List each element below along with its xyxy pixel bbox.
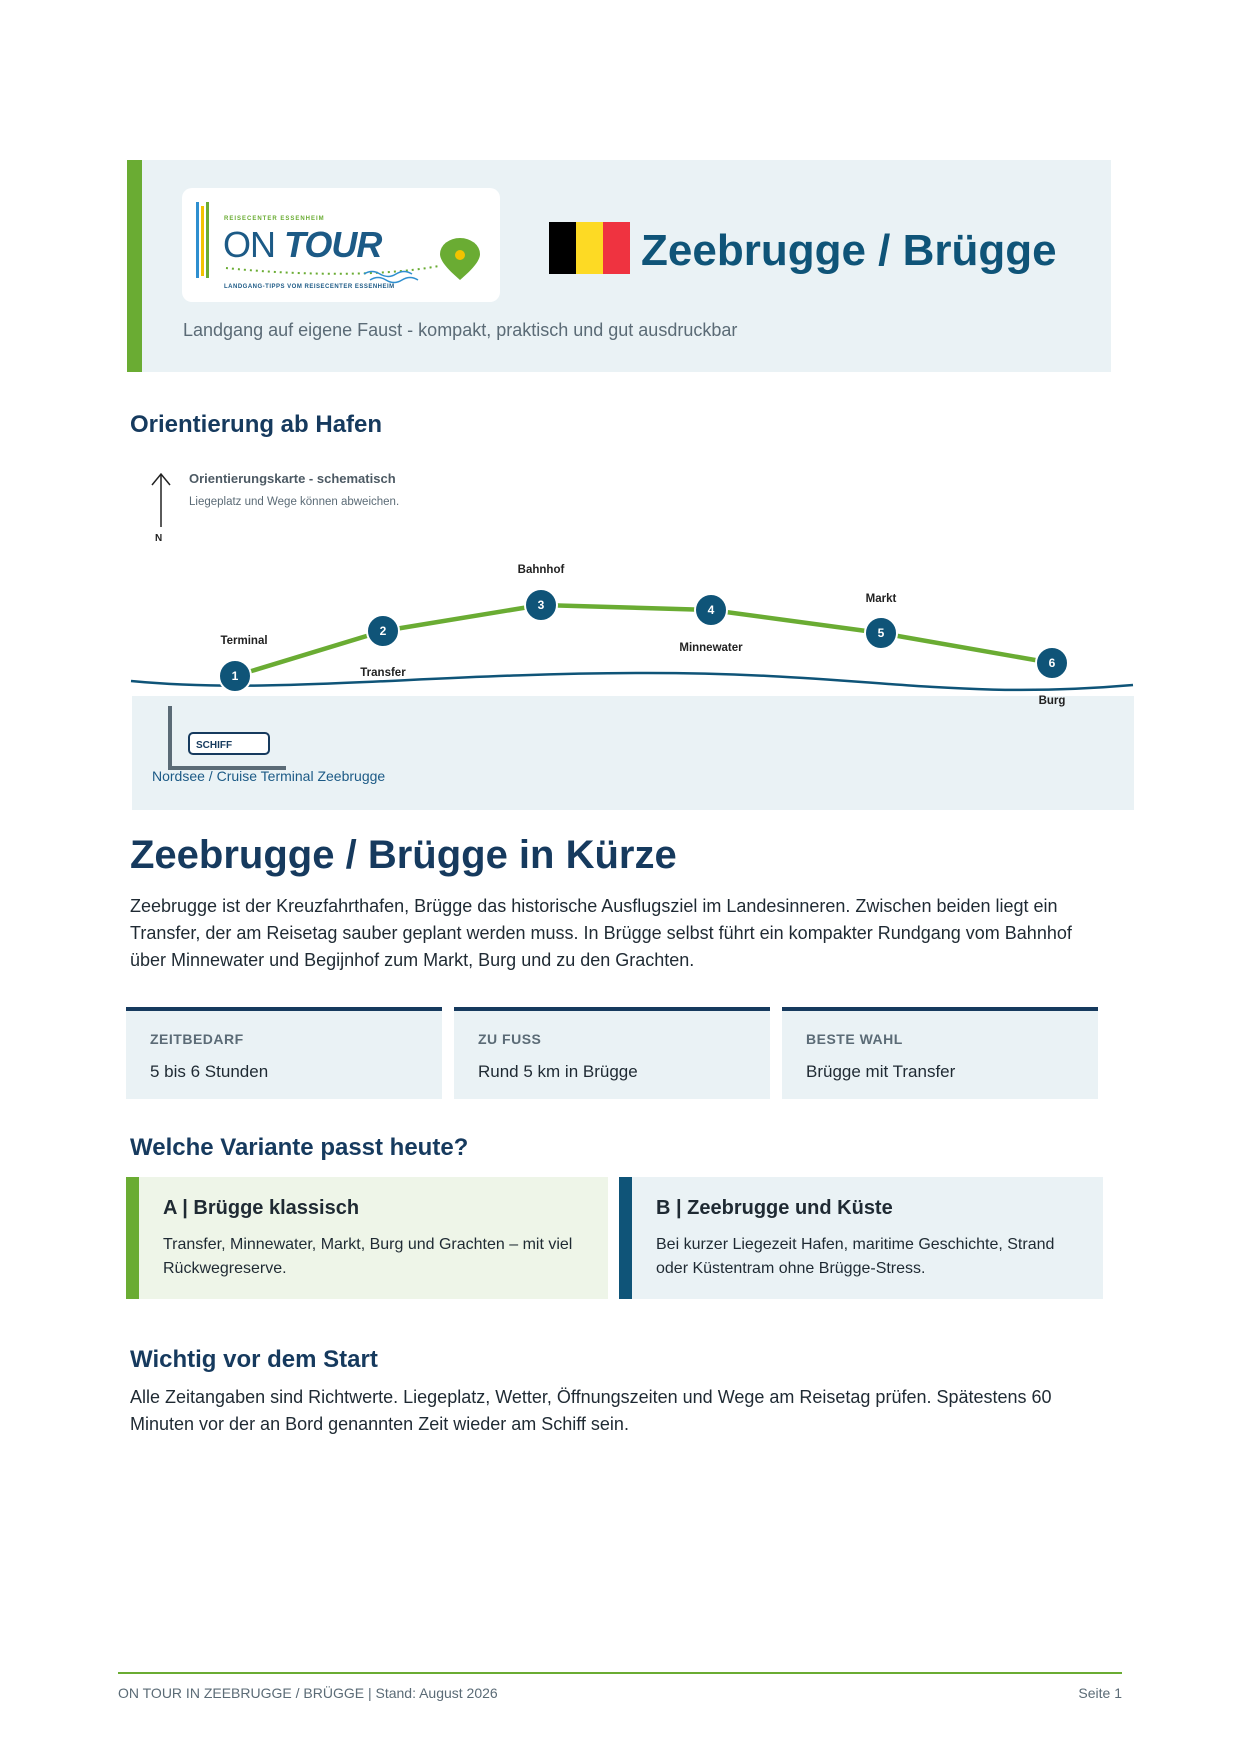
- variant-b-card: [619, 1177, 1103, 1299]
- stop-marker-1: 1: [218, 659, 252, 693]
- facts-row: [126, 1007, 1106, 1099]
- stop-marker-2: 2: [366, 614, 400, 648]
- stop-marker-3: 3: [524, 588, 558, 622]
- belgium-flag-icon: [549, 222, 630, 274]
- logo: [182, 188, 500, 302]
- summary-text: Zeebrugge ist der Kreuzfahrthafen, Brügge das historische Ausflugsziel im Landesinneren. Zwischen beiden liegt ein Transfer, der am Reisetag sauber geplant werden muss. In Brügge selbst führt ein kompakter Rundgang vom Bahnhof über Minnewater und Begijnhof zum Markt, Burg und zu den Grachten.: [130, 896, 1072, 970]
- footer-divider: [118, 1672, 1122, 1674]
- variant-a-accent: [126, 1177, 139, 1299]
- page-title: Zeebrugge / Brügge: [641, 226, 1057, 275]
- stop-label-2: Transfer: [360, 667, 406, 679]
- fact-value: 5 bis 6 Stunden: [150, 1062, 269, 1081]
- logo-bottom-line: LANDGANG-TIPPS VOM REISECENTER ESSENHEIM: [224, 284, 395, 290]
- variant-a-text: Transfer, Minnewater, Markt, Burg und Grachten – mit viel Rückwegreserve.: [163, 1236, 573, 1277]
- notice-text: Alle Zeitangaben sind Richtwerte. Liegeplatz, Wetter, Öffnungszeiten und Wege am Reisetag prüfen. Spätestens 60 Minuten vor der an Bord genannten Zeit wieder am Schiff sein.: [130, 1387, 1052, 1434]
- page-number: Seite 1: [1078, 1685, 1122, 1701]
- variant-b-text: Bei kurzer Liegezeit Hafen, maritime Geschichte, Strand oder Küstentram ohne Brügge-Stress.: [656, 1236, 1055, 1277]
- stop-marker-5: 5: [864, 616, 898, 650]
- fact-card: [454, 1007, 770, 1099]
- header-accent-bar: [127, 160, 142, 372]
- fact-card: [782, 1007, 1098, 1099]
- map-subtitle: Liegeplatz und Wege können abweichen.: [189, 496, 400, 508]
- variant-b-accent: [619, 1177, 632, 1299]
- stop-label-1: Terminal: [220, 635, 268, 647]
- stop-label-3: Bahnhof: [517, 564, 565, 576]
- ship-badge: SCHIFF: [188, 732, 270, 755]
- orientation-heading: Orientierung ab Hafen: [130, 411, 383, 438]
- variant-a-card: [126, 1177, 608, 1299]
- logo-top-line: REISECENTER ESSENHEIM: [224, 216, 325, 222]
- sea-label: Nordsee / Cruise Terminal Zeebrugge: [152, 768, 386, 784]
- north-label: N: [155, 533, 163, 544]
- logo-stripes-icon: [196, 202, 212, 278]
- notice-heading: Wichtig vor dem Start: [130, 1346, 378, 1373]
- orientation-map: [127, 455, 1134, 810]
- location-pin-icon: [438, 238, 482, 282]
- logo-wordmark: ON TOUR: [223, 224, 382, 265]
- variant-b-title: B | Zeebrugge und Küste: [656, 1197, 893, 1219]
- fact-label: BESTE WAHL: [806, 1031, 903, 1047]
- fact-value: Brügge mit Transfer: [806, 1062, 956, 1081]
- coastline: [131, 673, 1133, 690]
- header-banner: [127, 160, 1111, 372]
- logo-route-icon: [224, 248, 444, 284]
- map-title: Orientierungskarte - schematisch: [189, 471, 396, 486]
- variants-heading: Welche Variante passt heute?: [130, 1134, 469, 1161]
- route-line: [235, 605, 1052, 676]
- footer-text: ON TOUR IN ZEEBRUGGE / BRÜGGE | Stand: August 2026: [118, 1685, 498, 1701]
- variant-a-title: A | Brügge klassisch: [163, 1197, 360, 1219]
- fact-label: ZU FUSS: [478, 1031, 542, 1047]
- stop-label-5: Markt: [865, 593, 897, 605]
- stop-marker-6: 6: [1035, 646, 1069, 680]
- stop-label-4: Minnewater: [679, 642, 743, 654]
- fact-label: ZEITBEDARF: [150, 1031, 244, 1047]
- fact-value: Rund 5 km in Brügge: [478, 1062, 638, 1081]
- summary-title: Zeebrugge / Brügge in Kürze: [130, 833, 677, 877]
- stop-marker-4: 4: [694, 593, 728, 627]
- fact-card: [126, 1007, 442, 1099]
- stop-label-6: Burg: [1038, 695, 1066, 707]
- route-svg: [127, 455, 1134, 810]
- page-subtitle: Landgang auf eigene Faust - kompakt, praktisch und gut ausdruckbar: [183, 320, 738, 340]
